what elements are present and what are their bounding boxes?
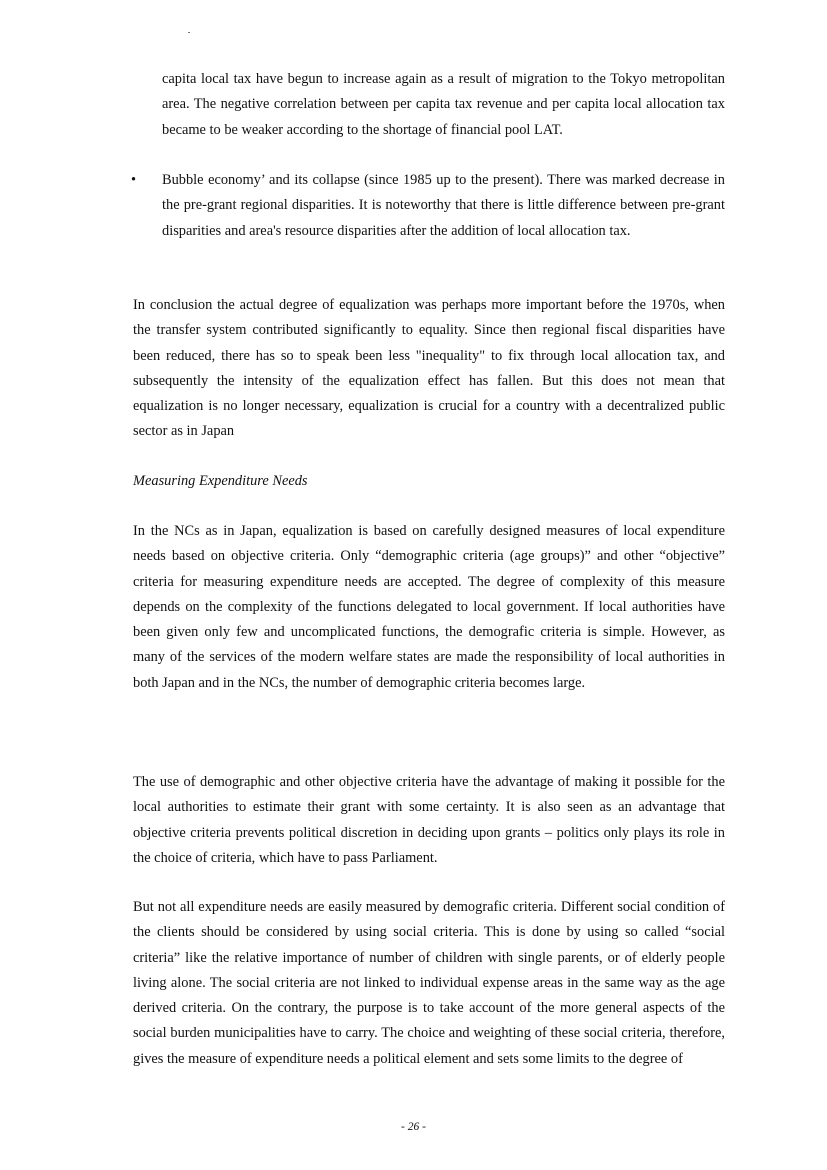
scan-mark: [188, 32, 190, 33]
bullet-paragraph-bubble-economy: Bubble economy’ and its collapse (since 1985 up to the present). There was marked decrease in the pre-grant regional disparities. It is noteworthy that there is little difference between pre-grant disparities and area's resource disparities after the addition of local allocation tax.: [162, 172, 725, 239]
page-number: - 26 -: [401, 1121, 426, 1133]
paragraph-objective-criteria: In the NCs as in Japan, equalization is based on carefully designed measures of local expenditure needs based on objective criteria. Only “demographic criteria (age groups)” and other “objective” criteria for measuring expenditure needs are accepted. The degree of complexity of this measure depends on the complexity of the functions delegated to local government. If local authorities have been given only few and uncomplicated functions, the demografic criteria is simple. However, as many of the services of the modern welfare states are made the responsibility of local authorities in both Japan and in the NCs, the number of demographic criteria becomes large.: [133, 523, 725, 691]
paragraph-social-criteria: But not all expenditure needs are easily measured by demografic criteria. Different social condition of the clients should be considered by using social criteria. This is done by using so called “social criteria” like the relative importance of number of children with single parents, or of elderly people living alone. The social criteria are not linked to individual expense areas in the same way as the age derived criteria. On the contrary, the purpose is to take account of the more general aspects of the social burden municipalities have to carry. The choice and weighting of these social criteria, therefore, gives the measure of expenditure needs a political element and sets some limits to the degree of: [133, 899, 725, 1067]
paragraph-continuation: capita local tax have begun to increase again as a result of migration to the Tokyo metropolitan area. The negative correlation between per capita tax revenue and per capita local allocation tax became to be weaker according to the shortage of financial pool LAT.: [162, 71, 725, 138]
paragraph-demographic-advantages: The use of demographic and other objective criteria have the advantage of making it possible for the local authorities to estimate their grant with some certainty. It is also seen as an advantage that objective criteria prevents political discretion in deciding upon grants – politics only plays its role in the choice of criteria, which have to pass Parliament.: [133, 774, 725, 866]
paragraph-conclusion: In conclusion the actual degree of equalization was perhaps more important before the 1970s, when the transfer system contributed significantly to equality. Since then regional fiscal disparities have been reduced, there has so to speak been less "inequality" to fix through local allocation tax, and subsequently the intensity of the equalization effect has fallen. But this does not mean that equalization is no longer necessary, equalization is crucial for a country with a decentralized public sector as in Japan: [133, 297, 725, 440]
section-heading: Measuring Expenditure Needs: [133, 473, 308, 489]
bullet-icon: •: [131, 172, 137, 188]
